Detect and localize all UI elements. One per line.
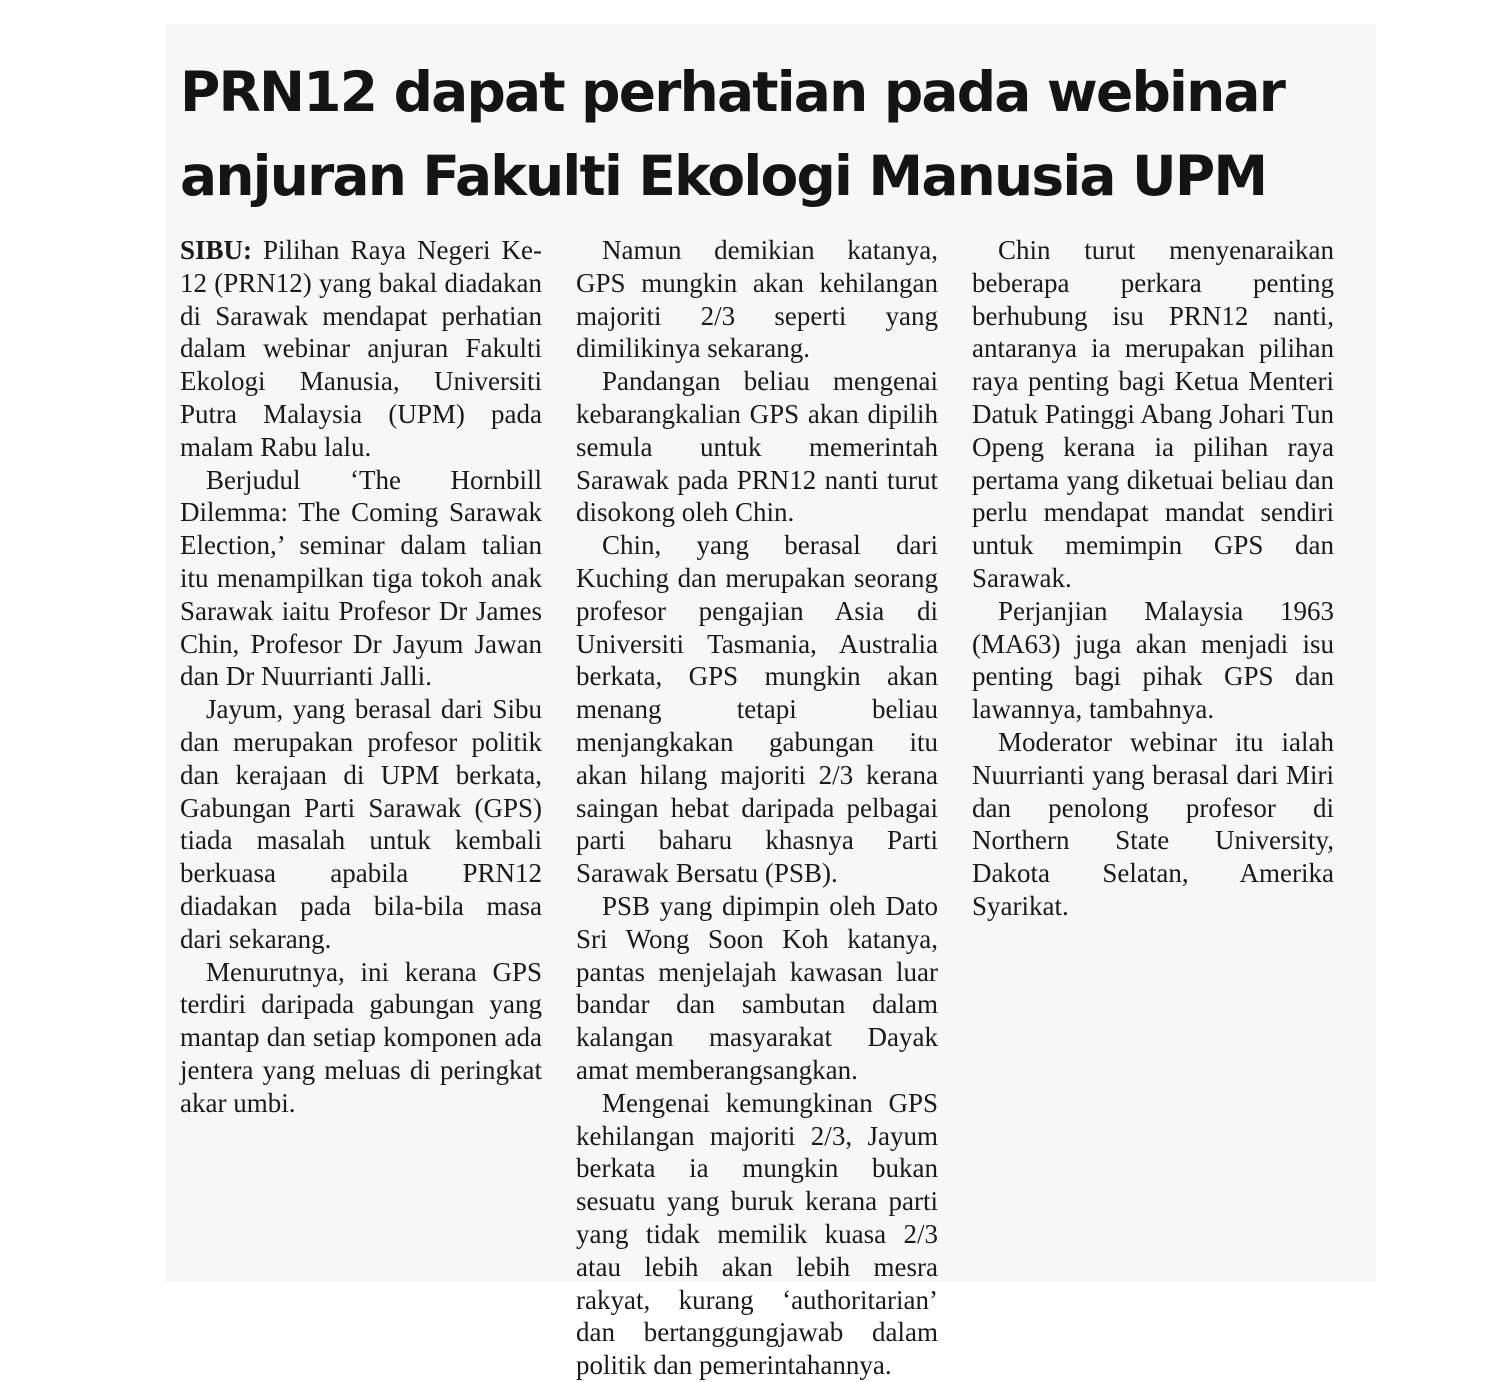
headline-line: PRN12 dapat perhatian pada webinar [180,60,1285,124]
paragraph-text: Pilihan Raya Negeri Ke-12 (PRN12) yang bakal diadakan di Sarawak mendapat perhatian dalam webinar anjuran Fakulti Ekologi Manusia, Universiti Putra Malaysia (UPM) pada malam Rabu lalu. [180,235,542,462]
paragraph: Mengenai kemungkinan GPS kehilangan majoriti 2/3, Jayum berkata ia mungkin bukan sesuatu yang buruk kerana parti yang tidak memilik kuasa 2/3 atau lebih akan lebih mesra rakyat, kurang ‘authoritarian’ dan bertanggungjawab dalam politik dan pemerintahannya. [576,1087,938,1381]
paragraph: Namun demikian katanya, GPS mungkin akan kehilangan majoriti 2/3 seperti yang dimilikinya sekarang. [576,235,938,364]
headline-line: anjuran Fakulti Ekologi Manusia UPM [180,144,1267,208]
paragraph: Berjudul ‘The Hornbill Dilemma: The Coming Sarawak Election,’ seminar dalam talian itu menampilkan tiga tokoh anak Sarawak iaitu Profesor Dr James Chin, Profesor Dr Jayum Jawan dan Dr Nuurrianti Jalli. [180,464,542,692]
paragraph: Menurutnya, ini kerana GPS terdiri daripada gabungan yang mantap dan setiap komponen ada jentera yang meluas di peringkat akar umbi. [180,956,542,1118]
column-2 [576,234,938,1382]
column-1 [180,234,542,1120]
paragraph: Chin, yang berasal dari Kuching dan merupakan seorang profesor pengajian Asia di Universiti Tasmania, Australia berkata, GPS mungkin akan menang tetapi beliau menjangkakan gabungan itu akan hilang majoriti 2/3 kerana saingan hebat daripada pelbagai parti baharu khasnya Parti Sarawak Bersatu (PSB). [576,530,938,889]
paragraph: Perjanjian Malaysia 1963 (MA63) juga akan menjadi isu penting bagi pihak GPS dan lawannya, tambahnya. [972,595,1334,725]
paragraph: Jayum, yang berasal dari Sibu dan merupakan profesor politik dan kerajaan di UPM berkata, Gabungan Parti Sarawak (GPS) tiada masalah untuk kembali berkuasa apabila PRN12 diadakan pada bila-bila masa dari sekarang. [180,694,542,954]
dateline: SIBU: [180,235,253,265]
paragraph: Moderator webinar itu ialah Nuurrianti yang berasal dari Miri dan penolong profesor di Northern State University, Dakota Selatan, Amerika Syarikat. [972,726,1334,921]
column-3 [972,234,1334,923]
news-clipping [166,24,1376,1381]
paragraph: Pandangan beliau mengenai kebarangkalian GPS akan dipilih semula untuk memerintah Sarawak pada PRN12 nanti turut disokong oleh Chin. [576,366,938,528]
paragraph: PSB yang dipimpin oleh Dato Sri Wong Soon Koh katanya, pantas menjelajah kawasan luar bandar dan sambutan dalam kalangan masyarakat Dayak amat memberangsangkan. [576,890,938,1085]
headline [180,50,1360,218]
paragraph: Chin turut menyenaraikan beberapa perkara penting berhubung isu PRN12 nanti, antaranya ia merupakan pilihan raya penting bagi Ketua Menteri Datuk Patinggi Abang Johari Tun Openg kerana ia pilihan raya pertama yang diketuai beliau dan perlu mendapat mandat sendiri untuk memimpin GPS dan Sarawak. [972,235,1334,593]
paragraph [180,234,542,464]
